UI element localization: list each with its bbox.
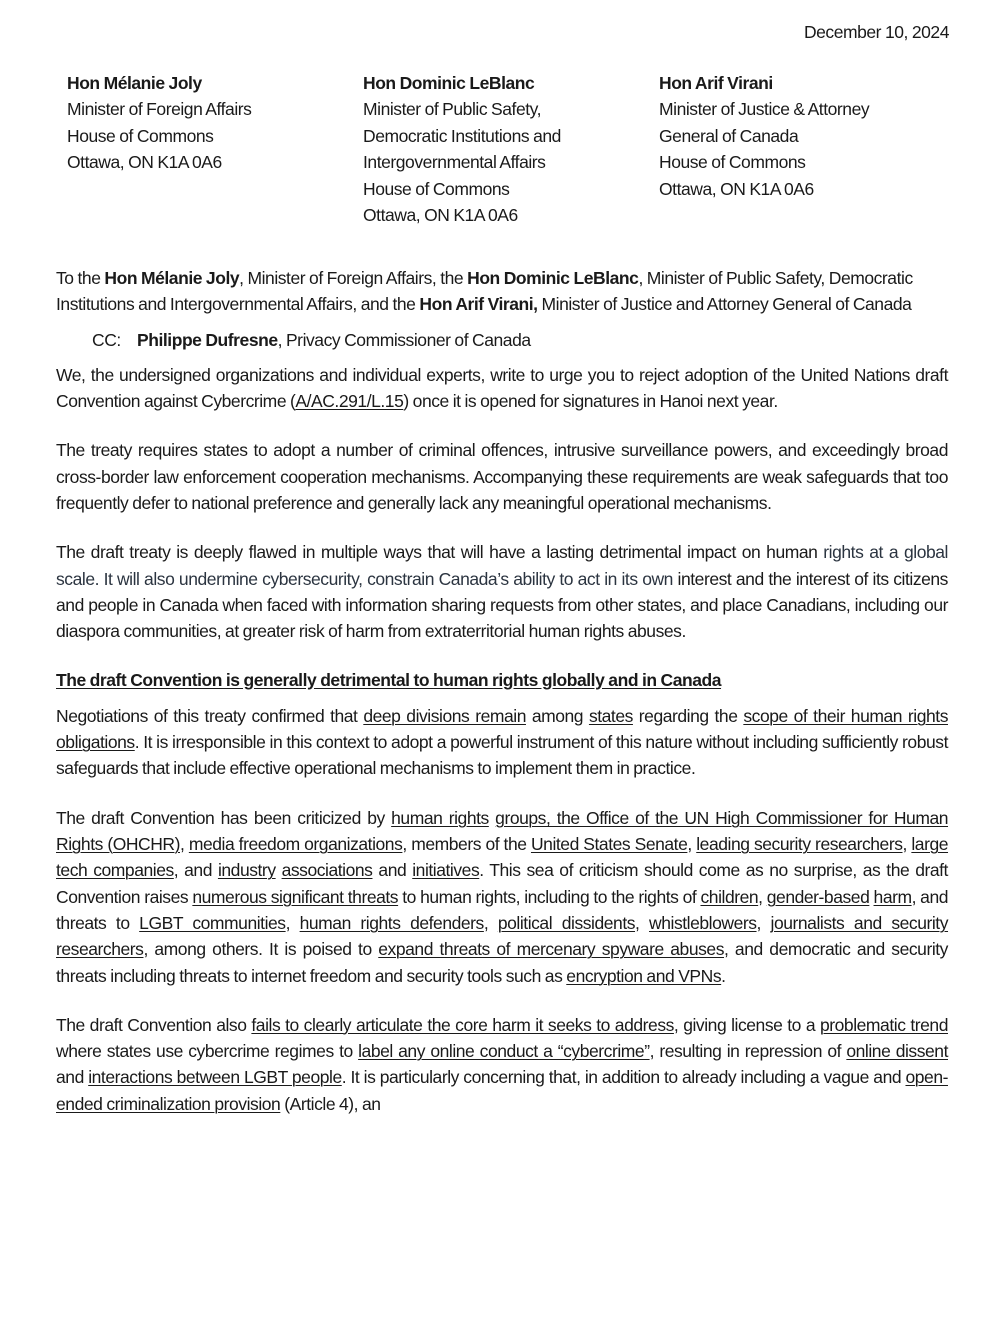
letter-body [56, 265, 948, 1117]
text: and [372, 860, 413, 881]
link-children[interactable]: children [700, 886, 759, 907]
text: , [483, 912, 498, 933]
text: rights at a global scale. It will also undermine cybersecurity, constrain Canada’s ability to act in its own [56, 542, 948, 589]
recipient-name: Hon Arif Virani [659, 73, 773, 93]
link-industry[interactable]: industry [217, 860, 276, 881]
recipient-line: Ottawa, ON K1A 0A6 [659, 178, 814, 199]
link-lgbt-interactions[interactable]: interactions between LGBT people [88, 1067, 342, 1088]
text: Negotiations of this treaty confirmed that [56, 705, 364, 726]
link-a-ac-291-l15[interactable]: A/AC.291/L.15 [295, 391, 404, 412]
recipient-virani [659, 70, 869, 202]
paragraph-treaty-requirements: The treaty requires states to adopt a number of criminal offences, intrusive surveillance powers, and exceedingly broad cross-border law enforcement cooperation mechanisms. Accompanying these requirements are weak safeguards that too frequently defer to national preference and generally lack any meaningful operational mechanisms. [56, 440, 948, 514]
text: , [756, 912, 771, 933]
text: . This sea of criticism should come as no surprise, as the draft Convention raises [56, 860, 948, 907]
text: , Minister of Public Safety, Democratic Institutions and Intergovernmental Affairs, and the [56, 268, 913, 315]
link-significant-threats[interactable]: numerous significant threats [192, 886, 399, 907]
text: , and threats to [56, 886, 949, 933]
recipient-line: House of Commons [363, 178, 510, 199]
cc-name: Philippe Dufresne [137, 329, 278, 350]
paragraph-criticism [56, 805, 948, 989]
recipient-line: Minister of Public Safety, [363, 99, 542, 120]
link-label-cybercrime[interactable]: label any online conduct a “cybercrime” [358, 1041, 650, 1062]
link-spyware[interactable]: expand threats of mercenary spyware abuses [378, 939, 724, 960]
text: The draft Convention has been criticized by [56, 807, 392, 828]
link-harm[interactable]: harm [873, 886, 912, 907]
text: , [635, 912, 650, 933]
cc-title: , Privacy Commissioner of Canada [277, 329, 531, 350]
link-deep-divisions[interactable]: deep divisions remain [363, 705, 526, 726]
text: , members of the [402, 834, 531, 855]
paragraph-core-harm [56, 1012, 948, 1117]
link-encryption-vpns[interactable]: encryption and VPNs [566, 965, 722, 986]
text: , [902, 834, 912, 855]
text: , resulting in repression of [649, 1041, 847, 1062]
recipient-name: Hon Dominic LeBlanc [363, 73, 535, 93]
recipient-line: Intergovernmental Affairs [363, 152, 546, 173]
link-journalists[interactable]: journalists and security researchers [56, 912, 949, 960]
recipient-joly [67, 70, 251, 176]
text: , giving license to a [673, 1014, 820, 1035]
bold-name: Hon Arif Virani, [419, 294, 538, 315]
link-ohchr[interactable]: groups, the Office of the UN High Commissioner for Human Rights (OHCHR) [56, 807, 949, 855]
link-open-ended-provision[interactable]: open-ended criminalization provision [56, 1067, 948, 1114]
paragraph-intro [56, 362, 948, 415]
link-initiatives[interactable]: initiatives [412, 860, 480, 881]
paragraph-deeply-flawed [56, 539, 948, 644]
text: (Article 4), an [280, 1093, 381, 1114]
text: where states use cybercrime regimes to [56, 1041, 359, 1062]
text: interest and the interest of its citizens and people in Canada when faced with information sharing requests from other states, and place Canadians, including our diaspora communities, at greater risk of harm from extraterritorial human rights abuses. [56, 568, 948, 642]
recipient-line: Minister of Justice & Attorney [659, 99, 870, 120]
text: . It is particularly concerning that, in addition to already including a vague and [341, 1067, 906, 1088]
link-gender-based[interactable]: gender-based [766, 886, 870, 907]
link-online-dissent[interactable]: online dissent [846, 1041, 948, 1062]
recipient-line: House of Commons [67, 125, 214, 146]
link-problematic-trend[interactable]: problematic trend [819, 1014, 948, 1035]
text: . [721, 965, 726, 986]
recipient-line: Minister of Foreign Affairs [67, 99, 252, 120]
text: , [687, 834, 697, 855]
recipient-line: House of Commons [659, 152, 806, 173]
salutation [56, 265, 948, 318]
recipient-name: Hon Mélanie Joly [67, 73, 202, 93]
text: and [56, 1067, 89, 1088]
text: to human rights, including to the rights of [398, 886, 701, 907]
link-us-senate[interactable]: United States Senate [530, 834, 688, 855]
recipient-line: Democratic Institutions and [363, 125, 561, 146]
bold-name: Hon Mélanie Joly [104, 268, 240, 288]
text: The draft Convention also [56, 1014, 252, 1035]
text: , and [173, 860, 218, 881]
text: We, the undersigned organizations and individual experts, write to urge you to reject adoption of the United Nations draft Convention against Cybercrime ( [56, 364, 948, 412]
link-core-harm[interactable]: fails to clearly articulate the core harm it seeks to address [251, 1014, 674, 1035]
text: , [285, 912, 300, 933]
section-heading: The draft Convention is generally detrimental to human rights globally and in Canada [56, 669, 722, 690]
link-human-rights[interactable]: human rights [391, 807, 489, 828]
link-hr-defenders[interactable]: human rights defenders [299, 912, 484, 933]
text: , [758, 886, 767, 907]
text: , among others. It is poised to [143, 939, 379, 960]
recipient-line: Ottawa, ON K1A 0A6 [67, 152, 222, 173]
link-states[interactable]: states [588, 705, 633, 726]
bold-name: Hon Dominic LeBlanc [467, 268, 639, 288]
text: , Minister of Foreign Affairs, the [239, 268, 468, 288]
link-media-freedom[interactable]: media freedom organizations [188, 834, 403, 855]
text: . It is irresponsible in this context to adopt a powerful instrument of this nature without including sufficiently robust safeguards that include effective operational mechanisms to implement them in practice. [56, 732, 948, 779]
text: among [525, 705, 589, 726]
text: Minister of Justice and Attorney General of Canada [537, 294, 912, 315]
text: , [180, 834, 189, 855]
link-large-tech[interactable]: large tech companies [56, 834, 949, 881]
link-lgbt-communities[interactable]: LGBT communities [139, 912, 286, 933]
recipient-leblanc [363, 70, 561, 228]
text: To the [56, 268, 105, 288]
cc-line [56, 327, 948, 353]
text: The draft treaty is deeply flawed in multiple ways that will have a lasting detrimental impact on human [56, 542, 824, 563]
link-scope-obligations[interactable]: scope of their human rights obligations [56, 705, 948, 753]
cc-label: CC: [92, 329, 121, 350]
letter-date: December 10, 2024 [803, 22, 949, 42]
text: ) once it is opened for signatures in Hanoi next year. [403, 391, 778, 412]
text: regarding the [632, 705, 744, 726]
link-associations[interactable]: associations [281, 860, 373, 881]
recipient-line: General of Canada [659, 125, 799, 146]
recipient-line: Ottawa, ON K1A 0A6 [363, 205, 518, 226]
link-political-dissidents[interactable]: political dissidents [497, 912, 636, 933]
link-security-researchers[interactable]: leading security researchers [696, 834, 903, 855]
link-whistleblowers[interactable]: whistleblowers [649, 912, 757, 933]
paragraph-negotiations [56, 703, 948, 782]
text: , and democratic and security threats including threats to internet freedom and security tools such as [56, 939, 948, 986]
